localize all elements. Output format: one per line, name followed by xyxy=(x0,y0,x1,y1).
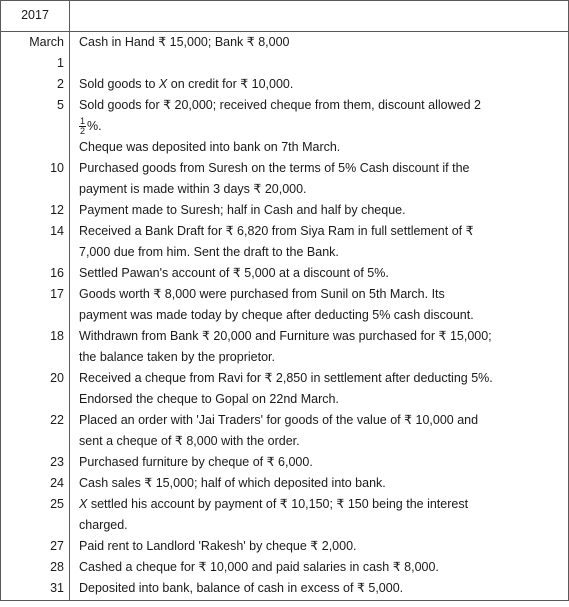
row-date: 1 xyxy=(57,56,64,70)
entry-line: Cash sales ₹ 15,000; half of which deposited into bank. xyxy=(79,476,386,490)
row-date-blank xyxy=(1,347,64,368)
entry-line: Cheque was deposited into bank on 7th March. xyxy=(79,140,341,154)
entry-line: Sold goods for ₹ 20,000; received cheque from them, discount allowed 2 xyxy=(79,98,481,112)
row-date-blank xyxy=(1,431,64,452)
row-date-blank xyxy=(1,389,64,410)
entry-line xyxy=(79,494,561,515)
row-date: 17 xyxy=(50,287,64,301)
entry-line: payment was made today by cheque after deducting 5% cash discount. xyxy=(79,308,474,322)
column-divider xyxy=(69,1,70,600)
header-row xyxy=(1,1,568,32)
row-date-blank xyxy=(1,137,64,158)
entry-line: payment is made within 3 days ₹ 20,000. xyxy=(79,182,307,196)
entry-line: Withdrawn from Bank ₹ 20,000 and Furniture was purchased for ₹ 15,000; xyxy=(79,329,492,343)
entry-line xyxy=(79,53,561,74)
row-date: March xyxy=(29,35,64,49)
entry-text: Sold goods to xyxy=(79,77,159,91)
row-date-blank xyxy=(1,242,64,263)
row-date: 28 xyxy=(50,560,64,574)
entry-line: charged. xyxy=(79,518,128,532)
entry-line: Cashed a cheque for ₹ 10,000 and paid salaries in cash ₹ 8,000. xyxy=(79,560,439,574)
row-date: 18 xyxy=(50,329,64,343)
row-date: 20 xyxy=(50,371,64,385)
row-date: 12 xyxy=(50,203,64,217)
entry-line: Purchased goods from Suresh on the terms of 5% Cash discount if the xyxy=(79,161,470,175)
entry-column xyxy=(79,32,561,599)
row-date: 25 xyxy=(50,497,64,511)
entry-line: 7,000 due from him. Sent the draft to the Bank. xyxy=(79,245,339,259)
entry-text: %. xyxy=(87,119,102,133)
entry-text: settled his account by payment of ₹ 10,150; ₹ 150 being the interest xyxy=(87,497,469,511)
row-date: 2 xyxy=(57,77,64,91)
row-date: 22 xyxy=(50,413,64,427)
row-date: 23 xyxy=(50,455,64,469)
fraction-half xyxy=(79,117,86,136)
row-date-blank xyxy=(1,116,64,137)
entry-line: Received a cheque from Ravi for ₹ 2,850 in settlement after deducting 5%. xyxy=(79,371,493,385)
entry-line: Purchased furniture by cheque of ₹ 6,000. xyxy=(79,455,313,469)
fraction-numerator: 1 xyxy=(80,116,86,127)
row-date: 16 xyxy=(50,266,64,280)
entry-text: on credit for ₹ 10,000. xyxy=(167,77,294,91)
date-column xyxy=(1,32,64,599)
entry-line: the balance taken by the proprietor. xyxy=(79,350,275,364)
entry-line: Placed an order with 'Jai Traders' for goods of the value of ₹ 10,000 and xyxy=(79,413,479,427)
year-cell: 2017 xyxy=(21,8,49,22)
entry-line: Endorsed the cheque to Gopal on 22nd March. xyxy=(79,392,339,406)
entry-line: sent a cheque of ₹ 8,000 with the order. xyxy=(79,434,300,448)
row-date: 5 xyxy=(57,98,64,112)
row-date: 24 xyxy=(50,476,64,490)
entry-line: Paid rent to Landlord 'Rakesh' by cheque ₹ 2,000. xyxy=(79,539,357,553)
party-x: X xyxy=(79,497,88,511)
row-date-blank xyxy=(1,515,64,536)
entry-line: Deposited into bank, balance of cash in excess of ₹ 5,000. xyxy=(79,581,404,595)
fraction-denominator: 2 xyxy=(80,126,86,137)
row-date-blank xyxy=(1,305,64,326)
row-date: 31 xyxy=(50,581,64,595)
entry-line: Cash in Hand ₹ 15,000; Bank ₹ 8,000 xyxy=(79,35,290,49)
entry-line: Goods worth ₹ 8,000 were purchased from Sunil on 5th March. Its xyxy=(79,287,445,301)
row-date: 14 xyxy=(50,224,64,238)
row-date-blank xyxy=(1,179,64,200)
row-date: 27 xyxy=(50,539,64,553)
entry-line: Payment made to Suresh; half in Cash and half by cheque. xyxy=(79,203,406,217)
party-x: X xyxy=(158,77,168,91)
entry-line: Settled Pawan's account of ₹ 5,000 at a discount of 5%. xyxy=(79,266,389,280)
entry-line xyxy=(79,74,561,95)
entry-line xyxy=(79,116,561,137)
entry-line: Received a Bank Draft for ₹ 6,820 from Siya Ram in full settlement of ₹ xyxy=(79,224,474,238)
row-date: 10 xyxy=(50,161,64,175)
